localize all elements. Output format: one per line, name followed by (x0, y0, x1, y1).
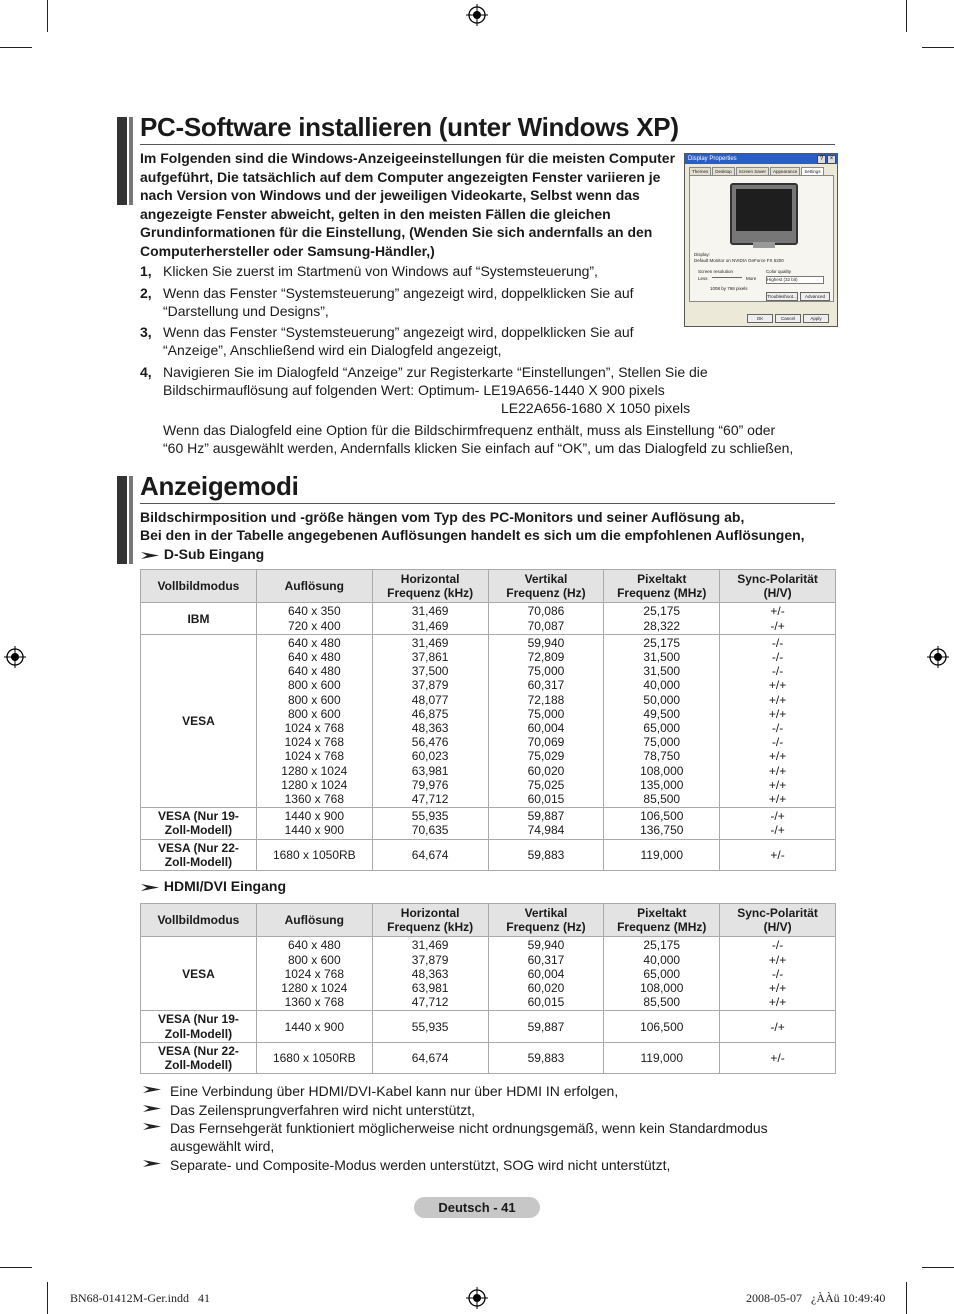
sync-cell: -/+ (720, 1011, 836, 1042)
arrow-icon (140, 883, 160, 892)
pixel-clock-cell: 106,500 (604, 1011, 720, 1042)
table-row (141, 808, 836, 839)
column-header: Sync-Polarität (H/V) (720, 570, 836, 603)
note-text: Separate- und Composite-Modus werden unterstützt, SOG wird nicht unterstützt, (170, 1157, 671, 1173)
pixel-clock-cell: 106,500 136,750 (604, 808, 720, 839)
pixel-clock-cell: 25,175 31,500 31,500 40,000 50,000 49,500 65,000 75,000 78,750 108,000 135,000 85,500 (604, 634, 720, 807)
help-icon: ? (817, 155, 826, 164)
column-header: Pixeltakt Frequenz (MHz) (604, 904, 720, 937)
section-intro-line2: Bei den in der Tabelle angegebenen Auflösungen handelt es sich um die empfohlenen Auflösungen, (140, 527, 805, 543)
resolution-cell: 1440 x 900 (256, 1011, 372, 1042)
section-title: Anzeigemodi (140, 471, 299, 501)
crop-mark (922, 1267, 954, 1268)
monitor-preview (730, 183, 798, 245)
registration-mark-icon (4, 646, 26, 668)
column-header: Vollbildmodus (141, 570, 257, 603)
h-freq-cell: 55,935 70,635 (372, 808, 488, 839)
table-header-row (141, 570, 836, 603)
color-quality-label: Color quality (766, 269, 792, 274)
page-title: PC-Software installieren (unter Windows XP) (140, 112, 679, 142)
h-freq-cell: 31,469 37,879 48,363 63,981 47,712 (372, 937, 488, 1011)
more-label: More (746, 276, 757, 281)
table-row (141, 937, 836, 1011)
dsub-heading (140, 546, 264, 562)
column-header: Auflösung (256, 570, 372, 603)
page-number-badge: Deutsch - 41 (414, 1197, 540, 1218)
column-header: Horizontal Frequenz (kHz) (372, 904, 488, 937)
column-header: Auflösung (256, 904, 372, 937)
resolution-slider (712, 277, 742, 278)
column-header: Sync-Polarität (H/V) (720, 904, 836, 937)
sync-cell: -/- +/+ -/- +/+ +/+ (720, 937, 836, 1011)
v-freq-cell: 70,086 70,087 (488, 603, 604, 634)
mode-cell: VESA (Nur 22- Zoll-Modell) (141, 1042, 257, 1073)
step-text: Wenn das Fenster “Systemsteuerung” angezeigt wird, doppelklicken Sie auf “Darstellung und Designs”, (163, 285, 634, 319)
title-rule (140, 144, 835, 145)
sync-cell: +/- -/+ (720, 603, 836, 634)
pixel-clock-cell: 25,175 28,322 (604, 603, 720, 634)
display-properties-dialog (684, 153, 838, 327)
section-bar (117, 476, 127, 564)
v-freq-cell: 59,887 74,984 (488, 808, 604, 839)
settings-panel (689, 175, 834, 302)
step-text: Klicken Sie zuerst im Startmenü von Windows auf “Systemsteuerung”, (163, 263, 598, 279)
pixel-clock-cell: 119,000 (604, 839, 720, 870)
h-freq-cell: 55,935 (372, 1011, 488, 1042)
resolution-cell: 1680 x 1050RB (256, 839, 372, 870)
section-intro-line1: Bildschirmposition und -größe hängen vom Typ des PC-Monitors und seiner Auflösung ab, (140, 509, 745, 525)
h-freq-cell: 64,674 (372, 1042, 488, 1073)
arrow-icon (140, 551, 160, 560)
step-text: Navigieren Sie im Dialogfeld “Anzeige” zur Registerkarte “Einstellungen”, Stellen Sie die Bildschirmauflösung auf folgenden Wert: Optimum- LE19A656-1440 X 900 pixels (163, 364, 708, 398)
column-header: Horizontal Frequenz (kHz) (372, 570, 488, 603)
crop-mark (0, 1267, 32, 1268)
table-row (141, 1042, 836, 1073)
crop-mark (906, 0, 907, 32)
dsub-heading-text: D-Sub Eingang (163, 546, 265, 562)
hdmi-table (140, 903, 836, 1074)
mode-cell: VESA (Nur 19- Zoll-Modell) (141, 808, 257, 839)
step-number: 3, (140, 324, 152, 340)
mode-cell: VESA (Nur 19- Zoll-Modell) (141, 1011, 257, 1042)
column-header: Pixeltakt Frequenz (MHz) (604, 570, 720, 603)
resolution-cell: 640 x 350 720 x 400 (256, 603, 372, 634)
hdmi-heading-text: HDMI/DVI Eingang (163, 878, 287, 894)
tab-desktop: Desktop (712, 167, 735, 176)
resolution-value: 1008 by 768 pixels (710, 286, 748, 291)
arrow-icon (142, 1159, 162, 1168)
table-row (141, 603, 836, 634)
tab-screen-saver: Screen Saver (736, 167, 769, 176)
table-header-row (141, 904, 836, 937)
step-4-resolution-22: LE22A656-1680 X 1050 pixels (501, 400, 691, 416)
step-number: 4, (140, 364, 152, 380)
arrow-icon (142, 1104, 162, 1113)
column-header: Vertikal Frequenz (Hz) (488, 570, 604, 603)
advanced-button: Advanced (800, 292, 830, 301)
apply-button: Apply (803, 314, 829, 323)
resolution-cell: 1440 x 900 1440 x 900 (256, 808, 372, 839)
resolution-cell: 1680 x 1050RB (256, 1042, 372, 1073)
section-bar (129, 476, 133, 564)
tab-themes: Themes (689, 167, 711, 176)
tab-appearance: Appearance (770, 167, 800, 176)
ok-button: OK (747, 314, 773, 323)
arrow-icon (142, 1122, 162, 1131)
section-intro: Im Folgenden sind die Windows-Anzeigeeinstellungen für die meisten Computer aufgeführt, Die tatsächlich auf dem Computer angezeigten Fenster variieren je nach Version von Windows und der jeweiligen Videokarte, Selbst wenn das angezeigte Fenster abweicht, gelten in den meisten Fällen die gleichen Grundinformationen für die Einstellung, (Wenden Sie sich andernfalls an den Computerhersteller oder Samsung-Händler,) (140, 150, 676, 259)
cancel-button: Cancel (775, 314, 801, 323)
crop-mark (922, 47, 954, 48)
crop-mark (906, 1282, 907, 1314)
section-bar (129, 117, 133, 205)
v-freq-cell: 59,887 (488, 1011, 604, 1042)
v-freq-cell: 59,940 72,809 75,000 60,317 72,188 75,000 60,004 70,069 75,029 60,020 75,025 60,015 (488, 634, 604, 807)
table-row (141, 634, 836, 807)
h-freq-cell: 31,469 31,469 (372, 603, 488, 634)
monitor-screen (736, 189, 792, 231)
dsub-table (140, 569, 836, 871)
dialog-titlebar (685, 154, 837, 164)
h-freq-cell: 31,469 37,861 37,500 37,879 48,077 46,875 48,363 56,476 60,023 63,981 79,976 47,712 (372, 634, 488, 807)
pixel-clock-cell: 25,175 40,000 65,000 108,000 85,500 (604, 937, 720, 1011)
dialog-title: Display Properties (688, 156, 737, 162)
hdmi-heading (140, 878, 286, 894)
resolution-label: Screen resolution (698, 269, 734, 274)
footer-file-label: BN68-01412M-Ger.indd 41 (70, 1291, 210, 1305)
step-number: 1, (140, 263, 152, 279)
crop-mark (0, 47, 32, 48)
mode-cell: IBM (141, 603, 257, 634)
table-row (141, 1011, 836, 1042)
color-quality-select: Highest (32 bit) (766, 276, 824, 284)
monitor-stand (753, 242, 775, 248)
note-text: Das Fernsehgerät funktioniert möglicherweise nicht ordnungsgemäß, wenn kein Standardmodus ausgewählt wird, (170, 1120, 768, 1154)
sync-cell: +/- (720, 1042, 836, 1073)
pixel-clock-cell: 119,000 (604, 1042, 720, 1073)
v-freq-cell: 59,940 60,317 60,004 60,020 60,015 (488, 937, 604, 1011)
v-freq-cell: 59,883 (488, 1042, 604, 1073)
sync-cell: +/- (720, 839, 836, 870)
mode-cell: VESA (Nur 22- Zoll-Modell) (141, 839, 257, 870)
arrow-icon (142, 1085, 162, 1094)
tab-settings: Settings (801, 167, 823, 176)
sync-cell: -/- -/- -/- +/+ +/+ +/+ -/- -/- +/+ +/+ +/+ +/+ (720, 634, 836, 807)
crop-mark (47, 1282, 48, 1314)
sync-cell: -/+ -/+ (720, 808, 836, 839)
section-bar (117, 117, 127, 205)
display-value: Default Monitor on NVIDIA GeForce FX 5200 (694, 258, 784, 263)
resolution-cell: 640 x 480 640 x 480 640 x 480 800 x 600 800 x 600 800 x 600 1024 x 768 1024 x 768 1024 x 768 1280 x 1024 1280 x 1024 1360 x 768 (256, 634, 372, 807)
title-rule (140, 503, 835, 504)
step-number: 2, (140, 285, 152, 301)
crop-mark (47, 0, 48, 32)
registration-mark-icon (466, 4, 488, 26)
column-header: Vollbildmodus (141, 904, 257, 937)
note-text: Eine Verbindung über HDMI/DVI-Kabel kann nur über HDMI IN erfolgen, (170, 1083, 619, 1099)
mode-cell: VESA (141, 634, 257, 807)
table-row (141, 839, 836, 870)
less-label: Less (698, 276, 708, 281)
display-label: Display: (694, 252, 711, 257)
h-freq-cell: 64,674 (372, 839, 488, 870)
close-icon: × (827, 155, 836, 164)
registration-mark-icon (466, 1287, 488, 1309)
resolution-cell: 640 x 480 800 x 600 1024 x 768 1280 x 1024 1360 x 768 (256, 937, 372, 1011)
step-4-closing: Wenn das Dialogfeld eine Option für die Bildschirmfrequenz enthält, muss als Einstellung “60” oder “60 Hz” ausgewählt werden, Andernfalls klicken Sie einfach auf “OK”, um das Dialogfeld zu schließen, (163, 422, 794, 456)
step-text: Wenn das Fenster “Systemsteuerung” angezeigt wird, doppelklicken Sie auf “Anzeige”, Anschließend wird ein Dialogfeld angezeigt, (163, 324, 634, 358)
mode-cell: VESA (141, 937, 257, 1011)
registration-mark-icon (927, 646, 949, 668)
v-freq-cell: 59,883 (488, 839, 604, 870)
note-text: Das Zeilensprungverfahren wird nicht unterstützt, (170, 1102, 476, 1118)
troubleshoot-button: Troubleshoot... (767, 294, 797, 299)
footer-timestamp: 2008-05-07 ¿ÀÀü 10:49:40 (746, 1291, 886, 1305)
column-header: Vertikal Frequenz (Hz) (488, 904, 604, 937)
